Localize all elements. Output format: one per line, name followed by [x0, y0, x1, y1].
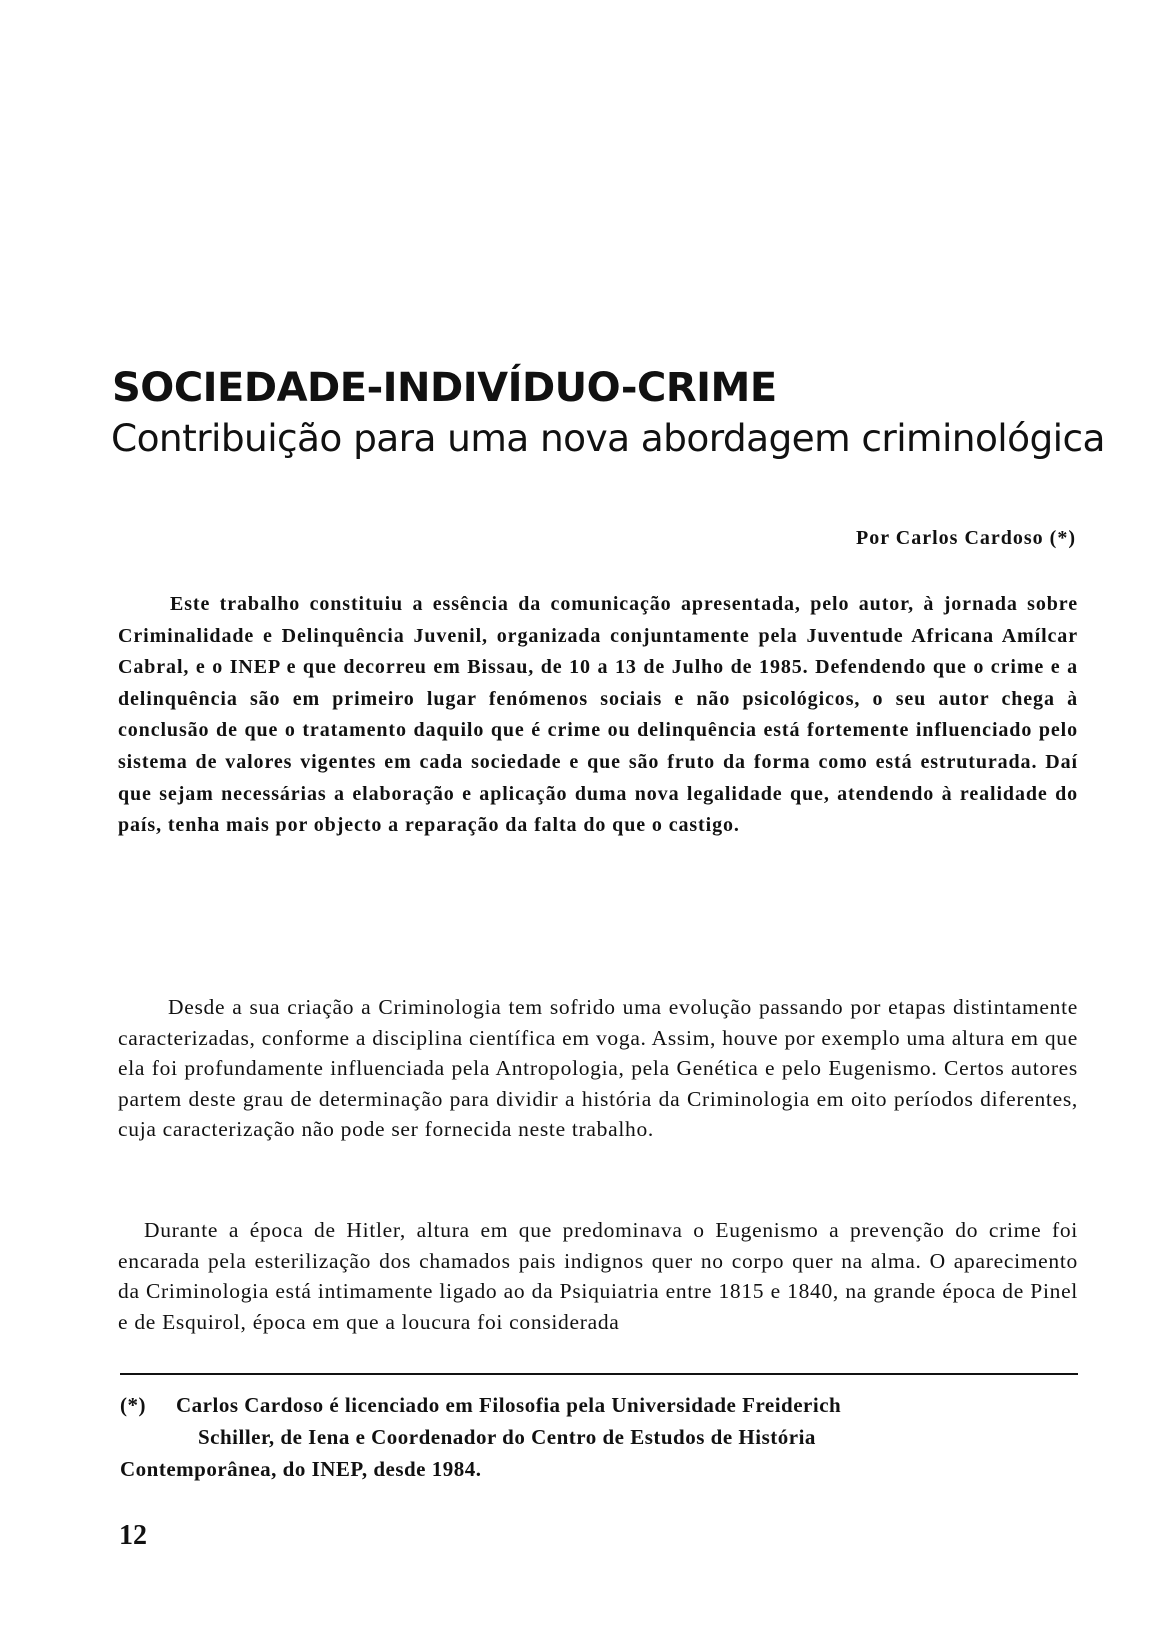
article-subtitle: Contribuição para uma nova abordagem criminológica	[111, 416, 1105, 460]
body-paragraph-2: Durante a época de Hitler, altura em que predominava o Eugenismo a prevenção do crime foi encarada pela esterilização dos chamados pais indignos quer no corpo quer na alma. O aparecimento da Criminologia está intimamente ligado ao da Psiquiatria entre 1815 e 1840, na grande época de Pinel e de Esquirol, época em que a loucura foi considerada	[118, 1218, 1078, 1334]
footnote-line-1	[120, 1389, 1078, 1421]
article-title: SOCIEDADE-INDIVÍDUO-CRIME	[112, 365, 777, 411]
abstract-paragraph: Este trabalho constituiu a essência da comunicação apresentada, pelo autor, à jornada sobre Criminalidade e Delinquência Juvenil, organizada conjuntamente pela Juventude Africana Amílcar Cabral, e o INEP e que decorreu em Bissau, de 10 a 13 de Julho de 1985. Defendendo que o crime e a delinquência são em primeiro lugar fenómenos sociais e não psicológicos, o seu autor chega à conclusão de que o tratamento daquilo que é crime ou delinquência está fortemente influenciado pelo sistema de valores vigentes em cada sociedade e que são fruto da forma como está estruturada. Daí que sejam necessárias a elaboração e aplicação duma nova legalidade que, atendendo à realidade do país, tenha mais por objecto a reparação da falta do que o castigo.	[118, 593, 1078, 837]
body-paragraph-1: Desde a sua criação a Criminologia tem sofrido uma evolução passando por etapas distintamente caracterizadas, conforme a disciplina científica em voga. Assim, houve por exemplo uma altura em que ela foi profundamente influenciada pela Antropologia, pela Genética e pelo Eugenismo. Certos autores partem deste grau de determinação para dividir a história da Criminologia em oito períodos diferentes, cuja caracterização não pode ser fornecida neste trabalho.	[118, 995, 1078, 1141]
author-byline: Por Carlos Cardoso (*)	[856, 527, 1076, 549]
footnote	[120, 1389, 1078, 1485]
footnote-line-2: Schiller, de Iena e Coordenador do Centro de Estudos de História	[198, 1425, 816, 1449]
footnote-text-1: Carlos Cardoso é licenciado em Filosofia pela Universidade Freiderich	[176, 1393, 842, 1417]
page-number: 12	[119, 1520, 147, 1551]
footnote-marker: (*)	[120, 1393, 146, 1417]
footnote-divider	[120, 1373, 1078, 1375]
footnote-line-3: Contemporânea, do INEP, desde 1984.	[120, 1457, 482, 1481]
